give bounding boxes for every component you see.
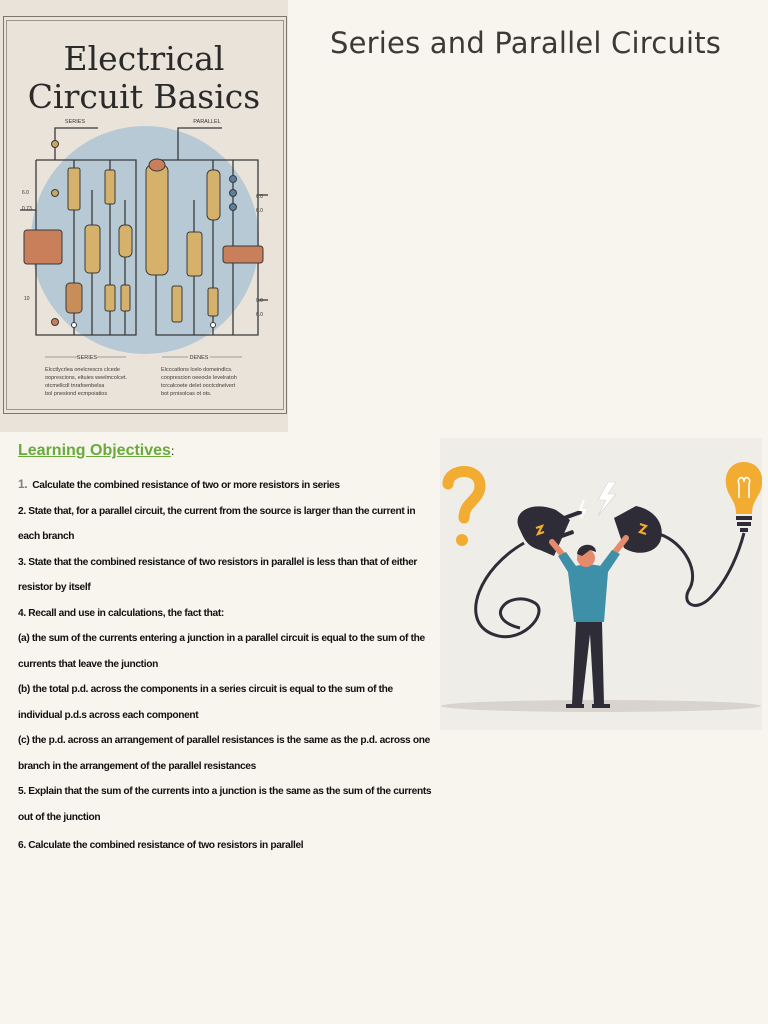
poster-caption-left: Elcctlycrlea onelcrescrs clcede ooprescions, eltuies weelmcolcet. otcmellcdl tnrafoenbelsa bol pneslond ecmpoiatios — [45, 367, 127, 397]
lightbulb-icon — [726, 462, 762, 532]
objective-line: (c) the p.d. across an arrangement of parallel resistances is the same as the p.d. across one — [18, 735, 430, 746]
objectives-heading-row — [18, 442, 433, 468]
poster-label-series-bottom: SERIES — [76, 355, 98, 361]
svg-text:0.0: 0.0 — [256, 298, 263, 304]
illustration-graphic — [440, 438, 762, 730]
objective-line: 2. State that, for a parallel circuit, the current from the source is larger than the current in — [18, 505, 416, 517]
question-mark-icon — [448, 472, 480, 547]
plug-connection-illustration — [440, 438, 762, 730]
objective-line: 1. Calculate the combined resistance of two or more resistors in series — [18, 477, 340, 491]
poster-caption-right: Elcccatlons lcelo domeindlcs. cooprescion oeeocle levelratoh tcrcalcoete delet ooctcdnelvert bot prnisolcas ot ots. — [161, 367, 237, 397]
right-cable — [655, 533, 744, 605]
objective-line: 4. Recall and use in calculations, the fact that: — [18, 607, 224, 619]
svg-text:6.0: 6.0 — [22, 190, 29, 196]
objective-line: branch in the arrangement of the parallel resistances — [18, 760, 256, 772]
objective-line: 6. Calculate the combined resistance of two resistors in parallel — [18, 840, 304, 851]
objective-line: 5. Explain that the sum of the currents into a junction is the same as the sum of the currents — [18, 786, 432, 797]
objective-line: out of the junction — [18, 811, 101, 823]
objective-line: (a) the sum of the currents entering a junction in a parallel circuit is equal to the sum of the — [18, 633, 425, 644]
poster-label-series-top: SERIES — [64, 119, 86, 125]
circuit-poster-image — [0, 0, 288, 432]
objective-line: each branch — [18, 531, 75, 542]
page-title: Series and Parallel Circuits — [330, 26, 722, 60]
poster-label-parallel-bottom: DENES — [189, 355, 209, 361]
objectives-heading: Learning Objectives — [18, 442, 171, 459]
left-cable — [476, 543, 539, 637]
objectives-list — [18, 472, 433, 859]
poster-label-parallel-top: PARALLEL — [193, 119, 221, 125]
objective-line: 3. State that the combined resistance of two resistors in parallel is less than that of either — [18, 556, 418, 568]
objectives-heading-colon: : — [170, 444, 175, 458]
objective-line: (b) the total p.d. across the components in a series circuit is equal to the sum of the — [18, 684, 393, 695]
person-icon — [552, 538, 626, 708]
svg-text:10: 10 — [24, 296, 30, 302]
objective-line: resistor by itself — [18, 582, 91, 593]
learning-objectives — [18, 442, 433, 859]
svg-text:0.73.: 0.73. — [22, 206, 34, 212]
objective-line: individual p.d.s across each component — [18, 709, 199, 721]
svg-text:6.0: 6.0 — [256, 208, 263, 214]
svg-text:6.0: 6.0 — [256, 194, 263, 200]
objective-line: currents that leave the junction — [18, 658, 158, 670]
lightning-icon — [580, 482, 616, 518]
poster-title: Electrical Circuit Basics — [27, 39, 261, 116]
svg-text:6.0: 6.0 — [256, 312, 263, 318]
plug-icon — [518, 506, 583, 556]
